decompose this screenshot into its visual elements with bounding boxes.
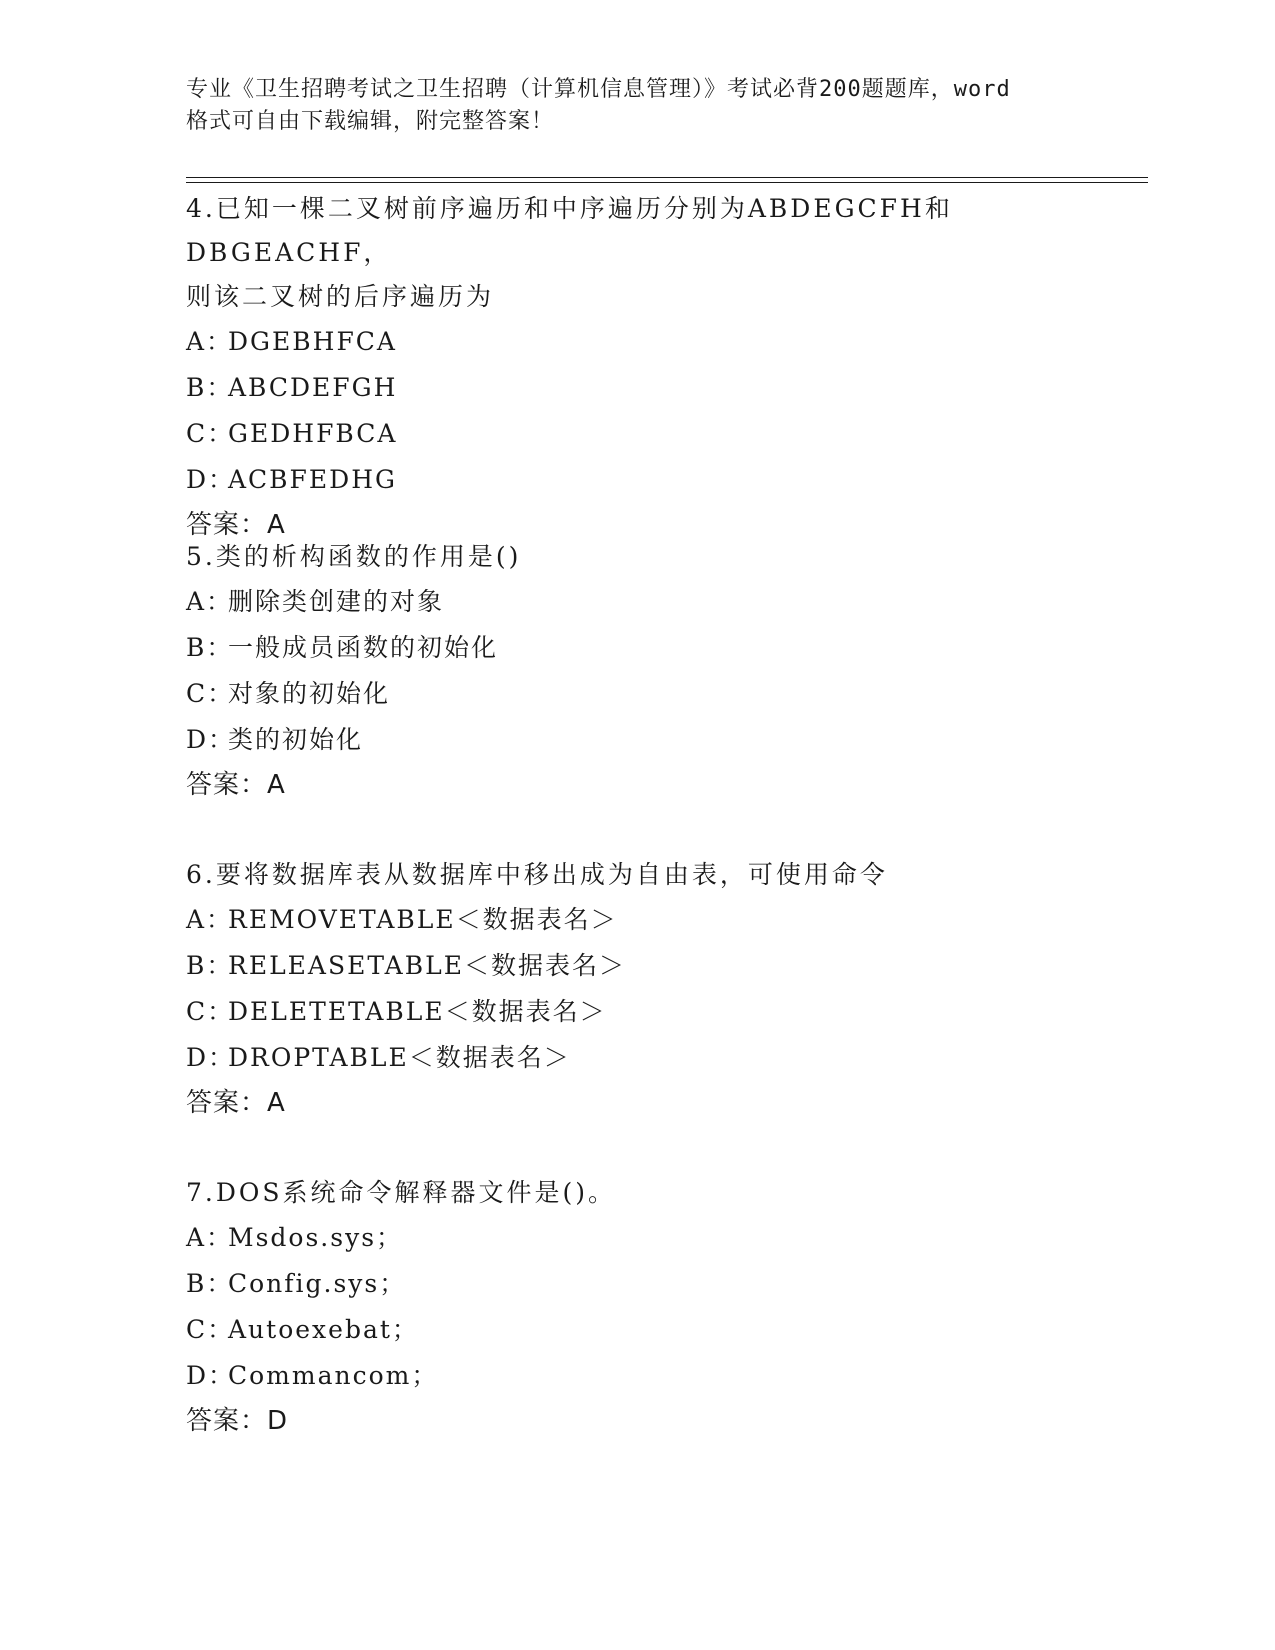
answer-label: 答案：A bbox=[186, 770, 286, 800]
option-key: C： bbox=[186, 679, 235, 708]
option-text: DELETETABLE＜数据表名＞ bbox=[228, 997, 607, 1026]
answer-label: 答案：D bbox=[186, 1406, 289, 1436]
question-stem-line: 5.类的析构函数的作用是() bbox=[186, 542, 522, 571]
option-text: 类的初始化 bbox=[228, 725, 364, 754]
option-key: C： bbox=[186, 997, 235, 1026]
option-text: ACBFEDHG bbox=[228, 465, 397, 494]
option-a bbox=[186, 1215, 1086, 1261]
option-a bbox=[186, 579, 1086, 625]
option-text: DGEBHFCA bbox=[228, 327, 397, 356]
option-c bbox=[186, 1307, 1086, 1353]
option-d bbox=[186, 1353, 1086, 1399]
option-text: 删除类创建的对象 bbox=[228, 587, 445, 616]
option-b bbox=[186, 1261, 1086, 1307]
option-a bbox=[186, 897, 1086, 943]
option-b bbox=[186, 365, 1086, 411]
header-divider-bottom bbox=[186, 182, 1148, 183]
question-stem-line: 7.DOS系统命令解释器文件是()。 bbox=[186, 1178, 617, 1207]
option-text: RELEASETABLE＜数据表名＞ bbox=[228, 951, 626, 980]
option-key: B： bbox=[186, 373, 234, 402]
question-5 bbox=[186, 535, 1086, 807]
document-header bbox=[186, 74, 1086, 138]
option-text: 对象的初始化 bbox=[228, 679, 391, 708]
option-key: C： bbox=[186, 1315, 235, 1344]
header-divider-top bbox=[186, 177, 1148, 178]
option-text: Msdos.sys； bbox=[228, 1223, 404, 1252]
option-key: B： bbox=[186, 633, 234, 662]
option-key: D： bbox=[186, 1361, 236, 1390]
option-b bbox=[186, 943, 1086, 989]
option-text: Autoexebat； bbox=[228, 1315, 419, 1344]
option-text: DROPTABLE＜数据表名＞ bbox=[228, 1043, 571, 1072]
option-key: A： bbox=[186, 905, 234, 934]
question-stem-line: 6.要将数据库表从数据库中移出成为自由表，可使用命令 bbox=[186, 860, 888, 889]
header-line-2: 格式可自由下载编辑，附完整答案！ bbox=[186, 109, 555, 134]
option-d bbox=[186, 1035, 1086, 1081]
question-stem-line: 则该二叉树的后序遍历为 bbox=[186, 282, 495, 311]
answer-label: 答案：A bbox=[186, 1088, 286, 1118]
option-text: Config.sys； bbox=[228, 1269, 407, 1298]
option-d bbox=[186, 717, 1086, 763]
option-key: B： bbox=[186, 951, 234, 980]
option-key: C： bbox=[186, 419, 235, 448]
header-line-1: 专业《卫生招聘考试之卫生招聘（计算机信息管理）》考试必背200题题库，word bbox=[186, 77, 1011, 102]
answer-label: 答案：A bbox=[186, 510, 286, 540]
option-key: B： bbox=[186, 1269, 234, 1298]
option-text: GEDHFBCA bbox=[228, 419, 398, 448]
option-key: A： bbox=[186, 327, 234, 356]
option-c bbox=[186, 989, 1086, 1035]
option-b bbox=[186, 625, 1086, 671]
question-6 bbox=[186, 853, 1086, 1125]
option-key: A： bbox=[186, 1223, 234, 1252]
question-7 bbox=[186, 1171, 1086, 1443]
option-d bbox=[186, 457, 1086, 503]
question-4 bbox=[186, 187, 1086, 547]
option-text: Commancom； bbox=[228, 1361, 439, 1390]
option-c bbox=[186, 411, 1086, 457]
option-key: D： bbox=[186, 465, 236, 494]
option-text: ABCDEFGH bbox=[228, 373, 398, 402]
option-key: D： bbox=[186, 1043, 236, 1072]
option-c bbox=[186, 671, 1086, 717]
question-stem-line: 4.已知一棵二叉树前序遍历和中序遍历分别为ABDEGCFH和DBGEACHF， bbox=[186, 194, 953, 267]
option-text: 一般成员函数的初始化 bbox=[228, 633, 499, 662]
option-key: A： bbox=[186, 587, 234, 616]
option-a bbox=[186, 319, 1086, 365]
option-key: D： bbox=[186, 725, 236, 754]
option-text: REMOVETABLE＜数据表名＞ bbox=[228, 905, 618, 934]
